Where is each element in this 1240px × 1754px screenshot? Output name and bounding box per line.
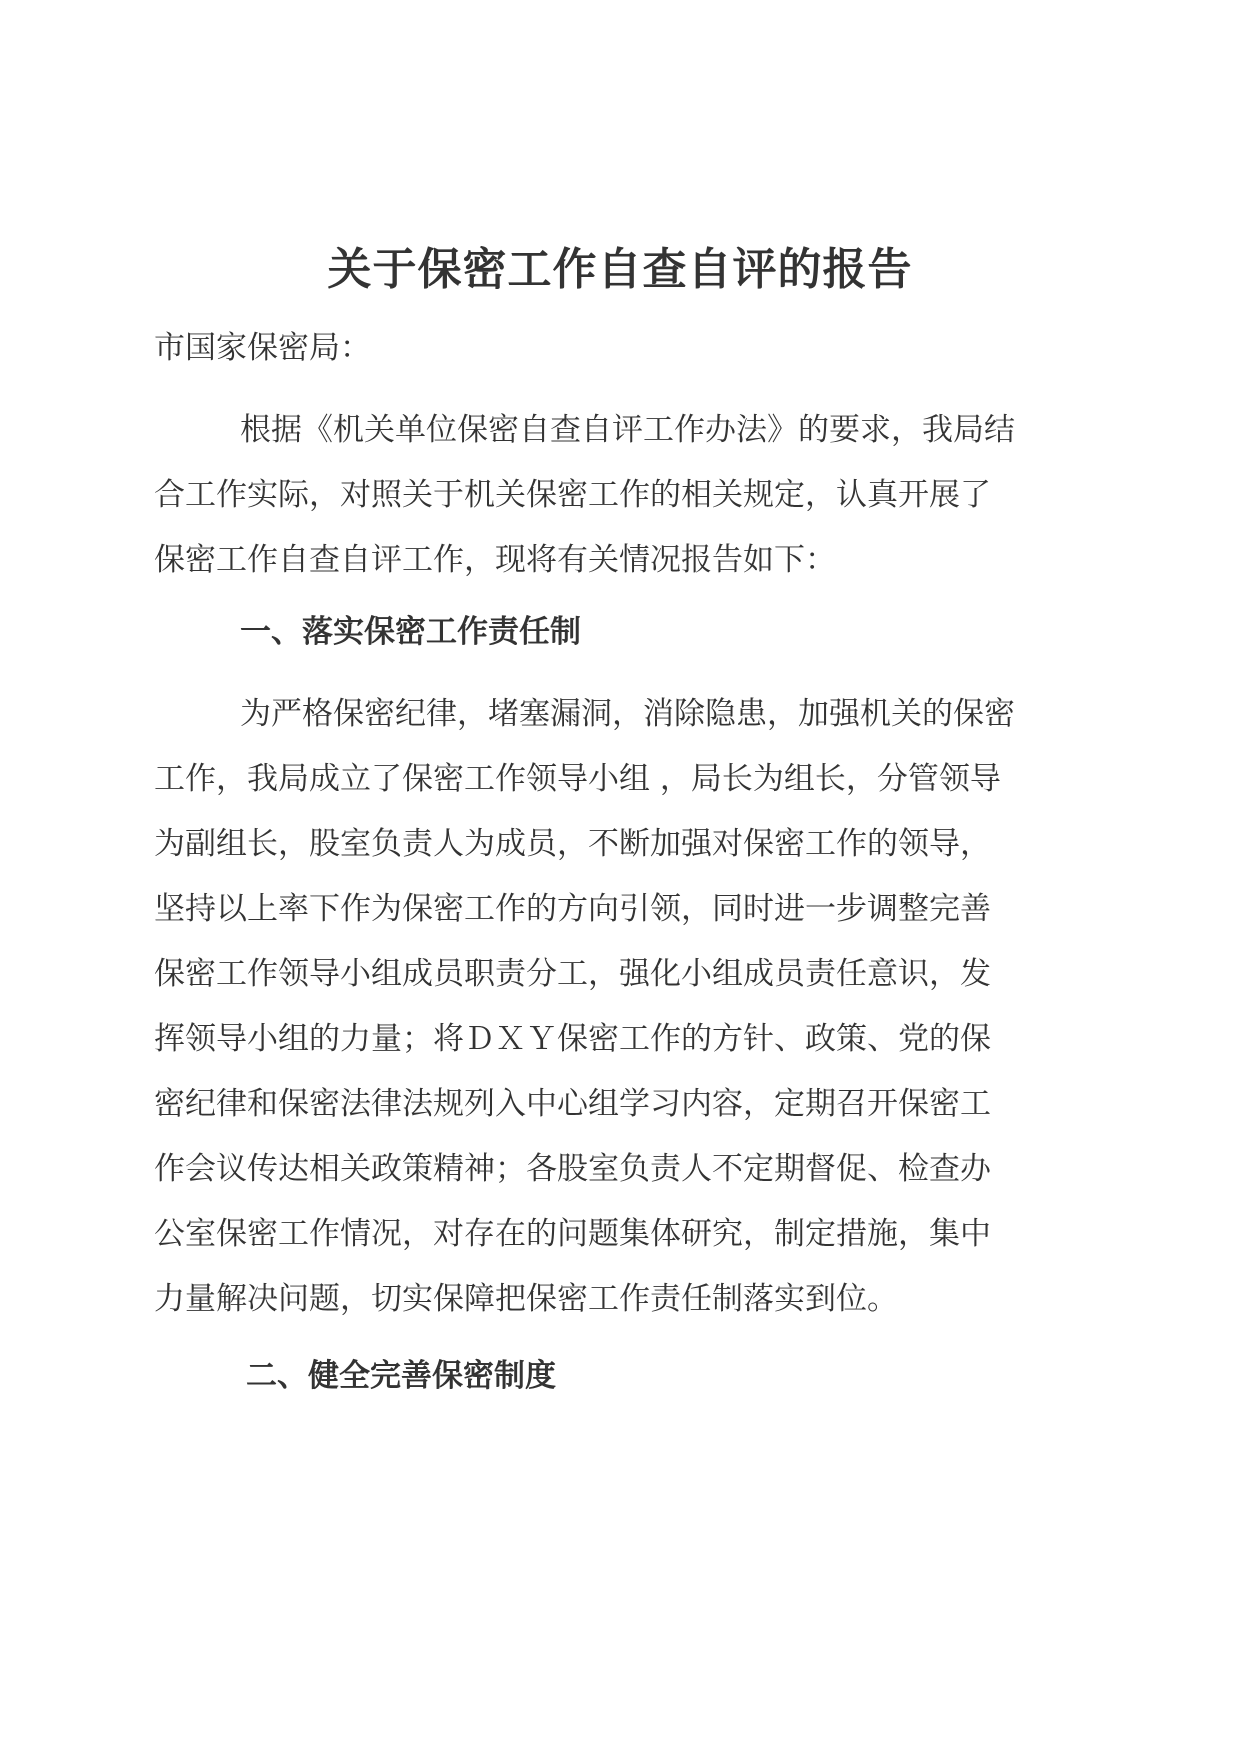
intro-line: 保密工作自查自评工作，现将有关情况报告如下：	[154, 542, 836, 578]
paragraph-line: 力量解决问题，切实保障把保密工作责任制落实到位。	[154, 1281, 898, 1317]
paragraph-line: 工作，我局成立了保密工作领导小组 ，局长为组长，分管领导	[154, 761, 1001, 797]
paragraph-line: 为严格保密纪律，堵塞漏洞，消除隐患，加强机关的保密	[240, 696, 1015, 732]
intro-line: 合工作实际，对照关于机关保密工作的相关规定，认真开展了	[154, 477, 991, 513]
document-title: 关于保密工作自查自评的报告	[327, 244, 913, 295]
salutation: 市国家保密局：	[154, 330, 371, 366]
section-1-paragraph	[154, 682, 1094, 1332]
paragraph-line: 作会议传达相关政策精神；各股室负责人不定期督促、检查办	[154, 1151, 991, 1187]
paragraph-line: 挥领导小组的力量；将ＤＸＹ保密工作的方针、政策、党的保	[154, 1021, 991, 1057]
paragraph-line: 密纪律和保密法律法规列入中心组学习内容，定期召开保密工	[154, 1086, 991, 1122]
section-heading-2: 二、健全完善保密制度	[246, 1358, 556, 1394]
paragraph-line: 坚持以上率下作为保密工作的方向引领，同时进一步调整完善	[154, 891, 991, 927]
paragraph-line: 保密工作领导小组成员职责分工，强化小组成员责任意识，发	[154, 956, 991, 992]
paragraph-line: 为副组长，股室负责人为成员，不断加强对保密工作的领导，	[154, 826, 991, 862]
intro-paragraph	[154, 398, 1094, 593]
section-heading-1: 一、落实保密工作责任制	[240, 614, 581, 650]
intro-line: 根据《机关单位保密自查自评工作办法》的要求，我局结	[240, 412, 1015, 448]
paragraph-line: 公室保密工作情况，对存在的问题集体研究，制定措施，集中	[154, 1216, 991, 1252]
